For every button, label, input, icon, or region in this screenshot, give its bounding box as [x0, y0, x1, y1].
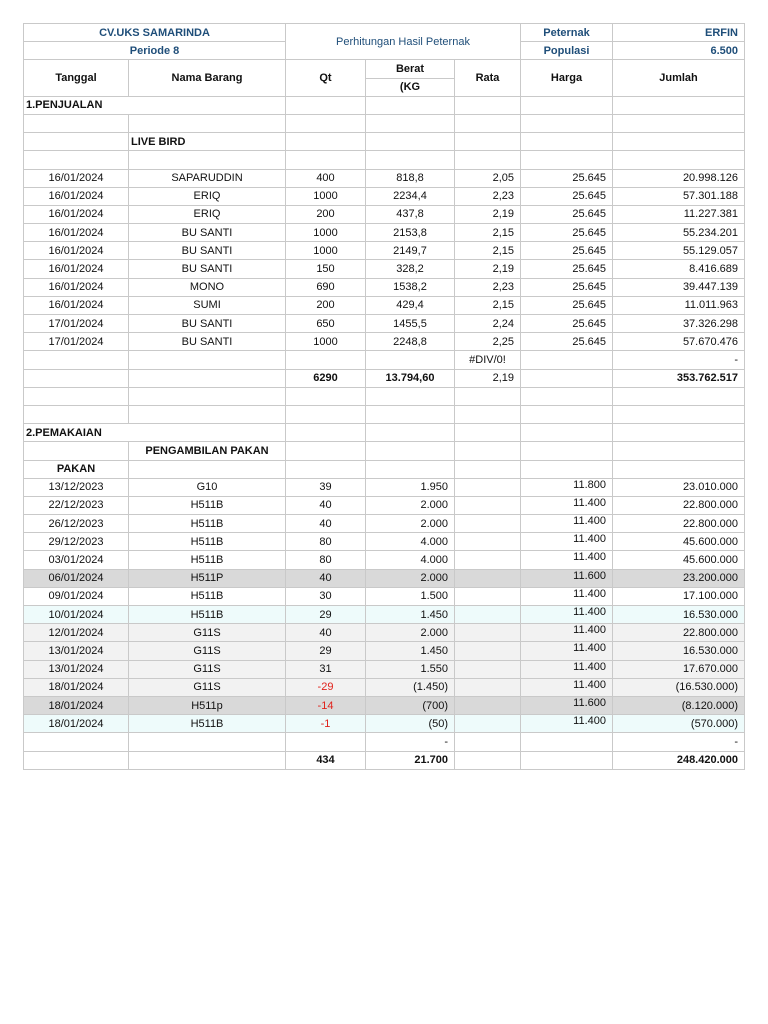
feed-harga: 11.600 — [521, 569, 613, 587]
feed-berat: 2.000 — [366, 624, 455, 642]
feed-rata — [455, 606, 521, 624]
feed-name: G11S — [129, 678, 286, 696]
feed-jumlah: 23.200.000 — [613, 569, 745, 587]
feed-qt: 80 — [286, 533, 366, 551]
peternak-value: ERFIN — [613, 24, 745, 42]
sales-row — [24, 169, 745, 187]
sales-total-jumlah: 353.762.517 — [613, 369, 745, 387]
feed-berat: 4.000 — [366, 551, 455, 569]
feed-date: 12/01/2024 — [24, 624, 129, 642]
sales-name: BU SANTI — [129, 315, 286, 333]
sales-date: 16/01/2024 — [24, 187, 129, 205]
feed-rata — [455, 515, 521, 533]
sales-berat: 437,8 — [366, 205, 455, 223]
feed-row — [24, 678, 745, 696]
feed-berat: 1.500 — [366, 587, 455, 605]
feed-rata — [455, 696, 521, 714]
feed-total-berat: 21.700 — [366, 751, 455, 769]
company-name: CV.UKS SAMARINDA — [24, 24, 286, 42]
feed-rata — [455, 478, 521, 496]
feed-qt: -14 — [286, 696, 366, 714]
feed-rata — [455, 715, 521, 733]
feed-name: H511B — [129, 587, 286, 605]
feed-row — [24, 696, 745, 714]
feed-qt: 40 — [286, 515, 366, 533]
feed-berat: 1.450 — [366, 606, 455, 624]
sales-row — [24, 205, 745, 223]
populasi-value: 6.500 — [613, 42, 745, 60]
feed-jumlah: (16.530.000) — [613, 678, 745, 696]
feed-rata — [455, 551, 521, 569]
subsection-pengambilan-pakan: PENGAMBILAN PAKAN — [129, 442, 286, 460]
feed-rata — [455, 642, 521, 660]
feed-harga: 11.400 — [521, 660, 613, 678]
sales-harga: 25.645 — [521, 296, 613, 314]
sales-date: 16/01/2024 — [24, 205, 129, 223]
sales-name: BU SANTI — [129, 333, 286, 351]
sales-rata: 2,23 — [455, 187, 521, 205]
sales-qt: 1000 — [286, 224, 366, 242]
feed-jumlah: 16.530.000 — [613, 642, 745, 660]
sales-harga: 25.645 — [521, 260, 613, 278]
sales-qt: 400 — [286, 169, 366, 187]
sales-row — [24, 187, 745, 205]
sales-row — [24, 333, 745, 351]
feed-jumlah: 22.800.000 — [613, 496, 745, 514]
feed-jumlah: 22.800.000 — [613, 515, 745, 533]
col-jumlah: Jumlah — [613, 60, 745, 96]
feed-name: H511B — [129, 551, 286, 569]
feed-name: H511p — [129, 696, 286, 714]
sales-date: 16/01/2024 — [24, 296, 129, 314]
feed-date: 22/12/2023 — [24, 496, 129, 514]
col-berat: Berat — [366, 60, 455, 78]
feed-jumlah: 17.670.000 — [613, 660, 745, 678]
feed-qt: 40 — [286, 496, 366, 514]
sales-berat: 1455,5 — [366, 315, 455, 333]
sales-row — [24, 296, 745, 314]
feed-name: G11S — [129, 624, 286, 642]
feed-row — [24, 642, 745, 660]
sales-rata: 2,05 — [455, 169, 521, 187]
sales-rata: 2,15 — [455, 242, 521, 260]
sales-qt: 1000 — [286, 242, 366, 260]
feed-jumlah: 17.100.000 — [613, 587, 745, 605]
rata-error: #DIV/0! — [455, 351, 521, 369]
sales-row — [24, 278, 745, 296]
feed-qt: -29 — [286, 678, 366, 696]
feed-jumlah: (570.000) — [613, 715, 745, 733]
sales-row — [24, 260, 745, 278]
feed-date: 26/12/2023 — [24, 515, 129, 533]
sales-berat: 818,8 — [366, 169, 455, 187]
subsection-live-bird: LIVE BIRD — [129, 133, 286, 151]
feed-berat: 4.000 — [366, 533, 455, 551]
feed-qt: 40 — [286, 569, 366, 587]
sales-qt: 690 — [286, 278, 366, 296]
sales-name: BU SANTI — [129, 260, 286, 278]
feed-jumlah: 22.800.000 — [613, 624, 745, 642]
feed-harga: 11.400 — [521, 606, 613, 624]
feed-berat: 1.950 — [366, 478, 455, 496]
feed-qt: 40 — [286, 624, 366, 642]
sales-berat: 328,2 — [366, 260, 455, 278]
feed-date: 18/01/2024 — [24, 715, 129, 733]
feed-rows — [24, 478, 745, 733]
feed-harga: 11.400 — [521, 515, 613, 533]
feed-name: G11S — [129, 660, 286, 678]
col-harga: Harga — [521, 60, 613, 96]
sales-jumlah: 37.326.298 — [613, 315, 745, 333]
feed-rata — [455, 496, 521, 514]
sales-jumlah: 57.301.188 — [613, 187, 745, 205]
feed-qt: 29 — [286, 642, 366, 660]
sales-rata: 2,19 — [455, 260, 521, 278]
section-penjualan: 1.PENJUALAN — [24, 96, 286, 114]
spreadsheet — [23, 23, 745, 770]
sales-qt: 150 — [286, 260, 366, 278]
feed-qt: 30 — [286, 587, 366, 605]
feed-row — [24, 551, 745, 569]
feed-name: H511B — [129, 606, 286, 624]
sales-rata: 2,24 — [455, 315, 521, 333]
feed-jumlah: (8.120.000) — [613, 696, 745, 714]
sales-harga: 25.645 — [521, 169, 613, 187]
sales-rata: 2,19 — [455, 205, 521, 223]
feed-name: H511B — [129, 715, 286, 733]
sales-name: BU SANTI — [129, 242, 286, 260]
feed-jumlah: 23.010.000 — [613, 478, 745, 496]
feed-rata — [455, 660, 521, 678]
sales-name: MONO — [129, 278, 286, 296]
sales-harga: 25.645 — [521, 242, 613, 260]
sales-date: 17/01/2024 — [24, 333, 129, 351]
sales-date: 16/01/2024 — [24, 224, 129, 242]
feed-date: 06/01/2024 — [24, 569, 129, 587]
feed-qt: -1 — [286, 715, 366, 733]
col-nama: Nama Barang — [129, 60, 286, 96]
sales-name: ERIQ — [129, 205, 286, 223]
sales-jumlah: 55.129.057 — [613, 242, 745, 260]
feed-berat: 1.550 — [366, 660, 455, 678]
feed-total-jumlah: 248.420.000 — [613, 751, 745, 769]
feed-date: 10/01/2024 — [24, 606, 129, 624]
jumlah-error: - — [613, 351, 745, 369]
sales-harga: 25.645 — [521, 224, 613, 242]
feed-harga: 11.600 — [521, 696, 613, 714]
sales-harga: 25.645 — [521, 315, 613, 333]
sales-date: 16/01/2024 — [24, 260, 129, 278]
feed-harga: 11.400 — [521, 715, 613, 733]
sales-rata: 2,15 — [455, 296, 521, 314]
periode-label: Periode 8 — [24, 42, 286, 60]
subsection-pakan: PAKAN — [24, 460, 129, 478]
feed-row — [24, 515, 745, 533]
feed-rata — [455, 587, 521, 605]
sales-harga: 25.645 — [521, 187, 613, 205]
feed-total-qt: 434 — [286, 751, 366, 769]
sales-row — [24, 242, 745, 260]
feed-name: H511B — [129, 515, 286, 533]
sales-qt: 200 — [286, 205, 366, 223]
sales-qt: 650 — [286, 315, 366, 333]
feed-harga: 11.400 — [521, 551, 613, 569]
col-rata: Rata — [455, 60, 521, 96]
feed-row — [24, 496, 745, 514]
feed-date: 18/01/2024 — [24, 678, 129, 696]
sales-jumlah: 11.227.381 — [613, 205, 745, 223]
feed-berat: 2.000 — [366, 496, 455, 514]
feed-harga: 11.400 — [521, 533, 613, 551]
feed-jumlah: 16.530.000 — [613, 606, 745, 624]
feed-row — [24, 478, 745, 496]
sales-berat: 2153,8 — [366, 224, 455, 242]
col-berat-unit: (KG — [366, 78, 455, 96]
feed-rata — [455, 624, 521, 642]
sales-berat: 1538,2 — [366, 278, 455, 296]
sales-rows — [24, 169, 745, 351]
sales-rata: 2,15 — [455, 224, 521, 242]
feed-rata — [455, 533, 521, 551]
feed-rata — [455, 678, 521, 696]
sales-jumlah: 11.011.963 — [613, 296, 745, 314]
feed-harga: 11.400 — [521, 496, 613, 514]
feed-name: H511P — [129, 569, 286, 587]
sales-total-berat: 13.794,60 — [366, 369, 455, 387]
section-pemakaian: 2.PEMAKAIAN — [24, 424, 286, 442]
feed-row — [24, 624, 745, 642]
sales-jumlah: 20.998.126 — [613, 169, 745, 187]
feed-harga: 11.400 — [521, 678, 613, 696]
feed-jumlah: 45.600.000 — [613, 533, 745, 551]
feed-row — [24, 606, 745, 624]
feed-name: G10 — [129, 478, 286, 496]
feed-harga: 11.400 — [521, 642, 613, 660]
sales-rata: 2,25 — [455, 333, 521, 351]
sales-row — [24, 224, 745, 242]
feed-date: 09/01/2024 — [24, 587, 129, 605]
sales-name: ERIQ — [129, 187, 286, 205]
feed-name: G11S — [129, 642, 286, 660]
feed-name: H511B — [129, 496, 286, 514]
sales-harga: 25.645 — [521, 278, 613, 296]
feed-date: 29/12/2023 — [24, 533, 129, 551]
feed-date: 18/01/2024 — [24, 696, 129, 714]
feed-berat: (700) — [366, 696, 455, 714]
feed-berat: (1.450) — [366, 678, 455, 696]
sales-date: 16/01/2024 — [24, 169, 129, 187]
feed-blank-jumlah: - — [613, 733, 745, 751]
feed-date: 13/01/2024 — [24, 660, 129, 678]
sales-berat: 2149,7 — [366, 242, 455, 260]
sales-qt: 1000 — [286, 333, 366, 351]
sales-date: 16/01/2024 — [24, 278, 129, 296]
feed-row — [24, 715, 745, 733]
col-tanggal: Tanggal — [24, 60, 129, 96]
sales-name: BU SANTI — [129, 224, 286, 242]
feed-qt: 80 — [286, 551, 366, 569]
sales-jumlah: 39.447.139 — [613, 278, 745, 296]
feed-harga: 11.400 — [521, 587, 613, 605]
feed-date: 13/12/2023 — [24, 478, 129, 496]
sales-jumlah: 8.416.689 — [613, 260, 745, 278]
sales-name: SUMI — [129, 296, 286, 314]
sales-berat: 2248,8 — [366, 333, 455, 351]
feed-harga: 11.800 — [521, 478, 613, 496]
sales-qt: 200 — [286, 296, 366, 314]
feed-berat: (50) — [366, 715, 455, 733]
sales-date: 16/01/2024 — [24, 242, 129, 260]
feed-date: 13/01/2024 — [24, 642, 129, 660]
populasi-label: Populasi — [521, 42, 613, 60]
feed-berat: 1.450 — [366, 642, 455, 660]
sales-total-rata: 2,19 — [455, 369, 521, 387]
feed-name: H511B — [129, 533, 286, 551]
sales-name: SAPARUDDIN — [129, 169, 286, 187]
report-title: Perhitungan Hasil Peternak — [286, 24, 521, 60]
peternak-label: Peternak — [521, 24, 613, 42]
col-qt: Qt — [286, 60, 366, 96]
sales-berat: 2234,4 — [366, 187, 455, 205]
sales-harga: 25.645 — [521, 333, 613, 351]
sales-harga: 25.645 — [521, 205, 613, 223]
feed-qt: 31 — [286, 660, 366, 678]
sales-row — [24, 315, 745, 333]
feed-row — [24, 587, 745, 605]
sales-jumlah: 57.670.476 — [613, 333, 745, 351]
feed-jumlah: 45.600.000 — [613, 551, 745, 569]
feed-blank-berat: - — [366, 733, 455, 751]
feed-harga: 11.400 — [521, 624, 613, 642]
feed-qt: 29 — [286, 606, 366, 624]
feed-row — [24, 660, 745, 678]
sales-total-qt: 6290 — [286, 369, 366, 387]
sales-qt: 1000 — [286, 187, 366, 205]
feed-date: 03/01/2024 — [24, 551, 129, 569]
feed-berat: 2.000 — [366, 569, 455, 587]
sales-jumlah: 55.234.201 — [613, 224, 745, 242]
feed-row — [24, 533, 745, 551]
sales-date: 17/01/2024 — [24, 315, 129, 333]
feed-qt: 39 — [286, 478, 366, 496]
feed-rata — [455, 569, 521, 587]
feed-row — [24, 569, 745, 587]
feed-berat: 2.000 — [366, 515, 455, 533]
sales-berat: 429,4 — [366, 296, 455, 314]
sales-rata: 2,23 — [455, 278, 521, 296]
